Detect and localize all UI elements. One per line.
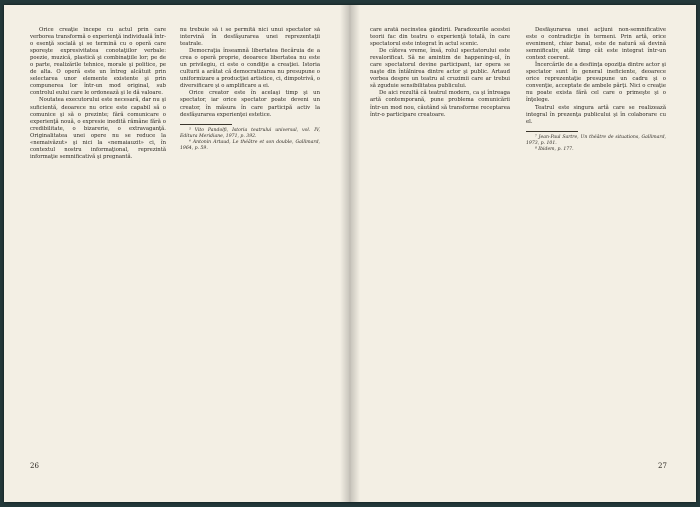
footnote: ⁷ Jean-Paul Sartre, Un théâtre de situations, Gallimard, 1973, p. 101. — [526, 134, 666, 146]
page-number: 27 — [658, 462, 667, 470]
page-number: 26 — [30, 462, 39, 470]
paragraph: Desfăşurarea unei acţiuni non-semnificative este o contradicţie în termeni. Prin artă, orice eveniment, chiar banal, este de natură să devină semnificativ, atât timp cât este integrat într-un context coerent. — [526, 27, 666, 62]
footnote-rule — [526, 131, 578, 132]
left-column-2 — [180, 27, 320, 152]
footnote: ⁶ Antonin Artaud, Le théâtre et son double, Gallimard, 1964, p. 59. — [180, 140, 320, 152]
paragraph: Orice creator este în acelaşi timp şi un spectator, iar orice spectator poate deveni un creator, în măsura în care participă activ la desfăşurarea experienţei estetice. — [180, 90, 320, 118]
paragraph: De aici rezultă că teatrul modern, ca şi întreaga artă contemporană, pune problema comunicării într-un mod nou, căutând să transforme receptarea într-o participare creatoare. — [370, 90, 510, 118]
paragraph: Orice creaţie începe cu actul prin care verborea transformă o experienţă individuală într-o esenţă socială şi se termină cu o operă care sporeşte expresivitatea conotaţiilor verbale: poezie, muzică, plastică şi combinaţiile lor; pe de o parte, realizările tehnice, morale şi politice, pe de alta. O operă este un întreg alcătuit prin selectarea unor elemente existente şi prin compunerea lor într-un mod original, sub controlul eului care le ordonează şi le dă valoare. — [30, 27, 166, 97]
book-gutter — [340, 5, 360, 502]
left-page — [4, 5, 350, 502]
book-spread — [4, 5, 696, 502]
paragraph: nu trebuie să i se permită nici unui spectator să intervină în desfăşurarea unei reprezentaţii teatrale. — [180, 27, 320, 48]
footnote-rule — [180, 124, 232, 125]
paragraph: De câteva vreme, însă, rolul spectatorului este revalorificat. Să ne amintim de happening-ul, în care spectatorul devine participant, iar opera se naşte din întâlnirea dintre actor şi public. Artaud vorbea despre un teatru al cruzimii care ar trebui să zguduie sensibilitatea publicului. — [370, 48, 510, 90]
footnote: ⁵ Vito Pandolfi, Istoria teatrului universal, vol. IV, Editura Meridiane, 1971, p. 392. — [180, 127, 320, 139]
footnote: ⁸ Ibidem, p. 177. — [535, 147, 574, 153]
right-column-1 — [370, 27, 510, 119]
left-column-1 — [30, 27, 166, 161]
right-page — [350, 5, 696, 502]
paragraph: care arată necinstea gândirii. Paradoxurile acestei teorii fac din teatru o experienţă totală, în care spectatorul este integrat în actul scenic. — [370, 27, 510, 48]
paragraph: Noutatea executorului este necesară, dar nu şi suficientă, deoarece nu orice este capabil să o comunice şi să o prezinte; fără comunicare o experienţă nouă, o expresie inedită rămâne fără o credibilitate, o bizarerie, o extravaganţă. Originalitatea unei opere nu se reduce la «nemaivăzut» şi nici la «nemaiauzit» ci, în contextul nostru informaţional, reprezintă informaţie semnificativă şi pregnantă. — [30, 97, 166, 160]
paragraph: Democraţia înseamnă libertatea fiecăruia de a crea o operă proprie, deoarece libertatea nu este un privilegiu, ci este o condiţie a creaţiei. Istoria culturii a arătat că democratizarea nu presupune o uniformizare a producţiei artistice, ci, dimpotrivă, o diversificare şi o amplificare a ei. — [180, 48, 320, 90]
right-column-2 — [526, 27, 666, 153]
paragraph: Teatrul este singura artă care se realizează integral în prezenţa publicului şi în colaborare cu el. — [526, 104, 666, 125]
paragraph: Încercările de a desfiinţa opoziţia dintre actor şi spectator sunt în general ineficiente, deoarece orice reprezentaţie presupune un cadru şi o convenţie, acceptate de ambele părţi. Nici o creaţie nu poate exista fără cel care o primeşte şi o înţelege. — [526, 62, 666, 104]
